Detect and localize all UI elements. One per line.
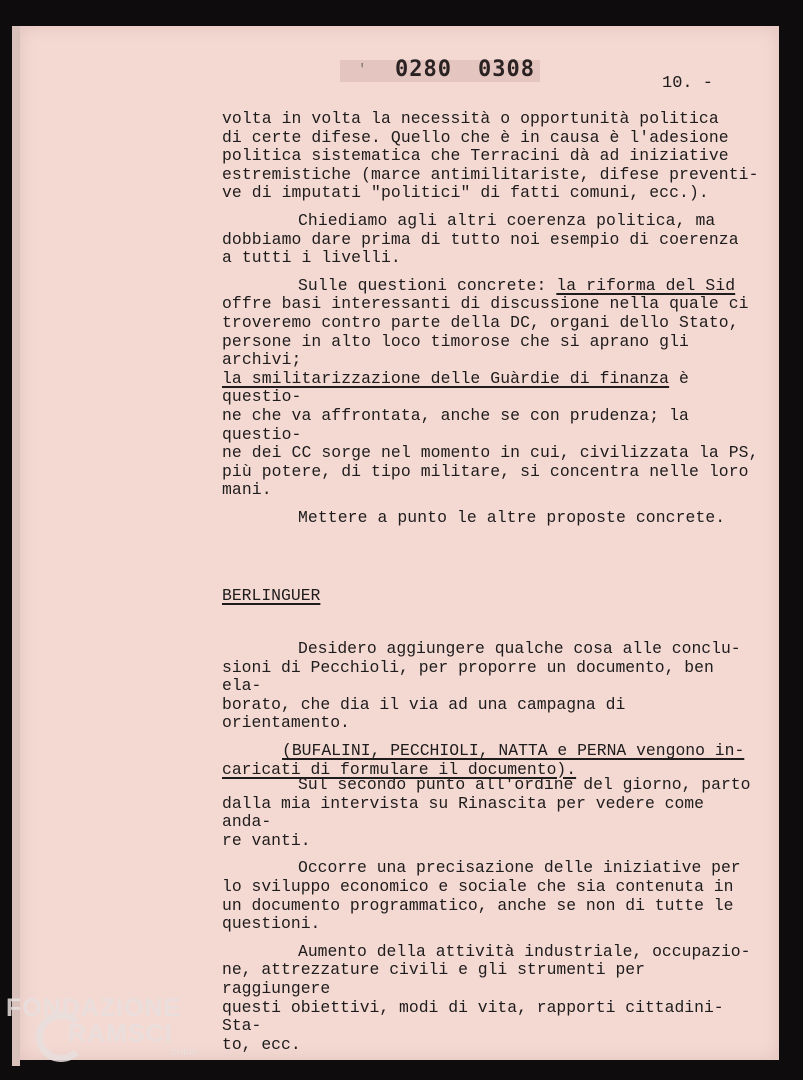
p8-line: questioni. xyxy=(222,914,321,934)
p3-line: mani. xyxy=(222,480,272,500)
p7-line: re vanti. xyxy=(222,830,311,850)
p5-line: Desidero aggiungere qualche cosa alle conclu- xyxy=(298,639,741,658)
p5-line: borato, che dia il via ad una campagna di orientamento. xyxy=(222,694,626,733)
p1-line: di certe difese. Quello che è in causa è l'adesione xyxy=(222,127,729,147)
p8-line: un documento programmatico, anche se non di tutte le xyxy=(222,895,734,915)
underline-guardie-finanza: la smilitarizzazione delle Guàrdie di finanza xyxy=(222,368,670,388)
p3-line: ne dei CC sorge nel momento in cui, civilizzata la PS, xyxy=(222,443,759,463)
typed-text-upper xyxy=(222,110,762,527)
archive-number xyxy=(395,57,535,82)
p8-line: Occorre una precisazione delle iniziative per xyxy=(298,858,741,878)
typed-text-lower xyxy=(222,776,762,1054)
paragraph-6 xyxy=(222,742,762,779)
p1-line: estremistiche (marce antimilitariste, difese preventi- xyxy=(222,164,759,184)
p7-line: Sul secondo punto all'ordine del giorno, parto xyxy=(298,775,751,794)
archive-number-1: 0280 xyxy=(395,57,452,82)
underline-sid-reform: la riforma del Sid xyxy=(556,275,736,295)
watermark-line-2: RAMSCI xyxy=(68,1020,173,1048)
fondazione-gramsci-watermark xyxy=(6,994,198,1058)
paragraph-9 xyxy=(222,943,762,1055)
paragraph-7 xyxy=(222,776,762,850)
page-number: 10. - xyxy=(662,74,714,93)
paragraph-3 xyxy=(222,277,762,500)
p3-line: più potere, di tipo militare, si concentra nelle loro xyxy=(222,461,749,481)
p9-line: questi obiettivi, modi di vita, rapporti cittadini-Sta- xyxy=(222,997,724,1036)
p3-line: troveremo contro parte della DC, organi dello Stato, xyxy=(222,312,739,332)
p7-line: dalla mia intervista su Rinascita per vedere come anda- xyxy=(222,793,704,832)
p9-line: ne, attrezzature civili e gli strumenti per raggiungere xyxy=(222,960,645,998)
underline-assignment-2: caricati di formulare il documento). xyxy=(222,759,577,779)
paragraph-5 xyxy=(222,640,762,733)
p3-line: persone in alto loco timorose che si aprano gli archivi; xyxy=(222,331,689,370)
typed-text-middle xyxy=(222,640,762,779)
speaker-heading: BERLINGUER xyxy=(222,586,321,605)
watermark-line-1: FONDAZIONE xyxy=(6,994,182,1022)
p1-line: politica sistematica che Terracini dà ad iniziative xyxy=(222,146,729,166)
p2-line: a tutti i livelli. xyxy=(222,248,401,268)
paper-edge xyxy=(12,26,20,1066)
watermark-line-3: onlus xyxy=(171,1046,198,1058)
p3-line-5b: è questio- xyxy=(222,368,689,407)
archive-number-2: 0308 xyxy=(477,57,535,82)
paragraph-2 xyxy=(222,212,762,268)
p5-line: sioni di Pecchioli, per proporre un documento, ben ela- xyxy=(222,657,714,696)
paragraph-1 xyxy=(222,110,762,203)
p3-line-1a: Sulle questioni concrete: xyxy=(298,275,557,295)
p4-line: Mettere a punto le altre proposte concrete. xyxy=(298,507,726,527)
p9-line: to, ecc. xyxy=(222,1034,301,1054)
p1-line: ve di imputati "politici" di fatti comuni, ecc.). xyxy=(222,183,709,203)
p9-line: Aumento della attività industriale, occupazio- xyxy=(298,941,751,961)
p8-line: lo sviluppo economico e sociale che sia contenuta in xyxy=(222,876,734,896)
p3-line: ne che va affrontata, anche se con prudenza; la questio- xyxy=(222,405,689,444)
p2-line: dobbiamo dare prima di tutto noi esempio di coerenza xyxy=(222,229,739,249)
paragraph-8 xyxy=(222,859,762,933)
underline-assignment-1: (BUFALINI, PECCHIOLI, NATTA e PERNA vengono in- xyxy=(282,740,745,760)
archive-tick: ' xyxy=(358,62,367,78)
p1-line: volta in volta la necessità o opportunità politica xyxy=(222,109,719,128)
paragraph-4 xyxy=(222,509,762,528)
p2-line: Chiediamo agli altri coerenza politica, ma xyxy=(298,210,716,230)
p3-line: offre basi interessanti di discussione nella quale ci xyxy=(222,294,749,314)
